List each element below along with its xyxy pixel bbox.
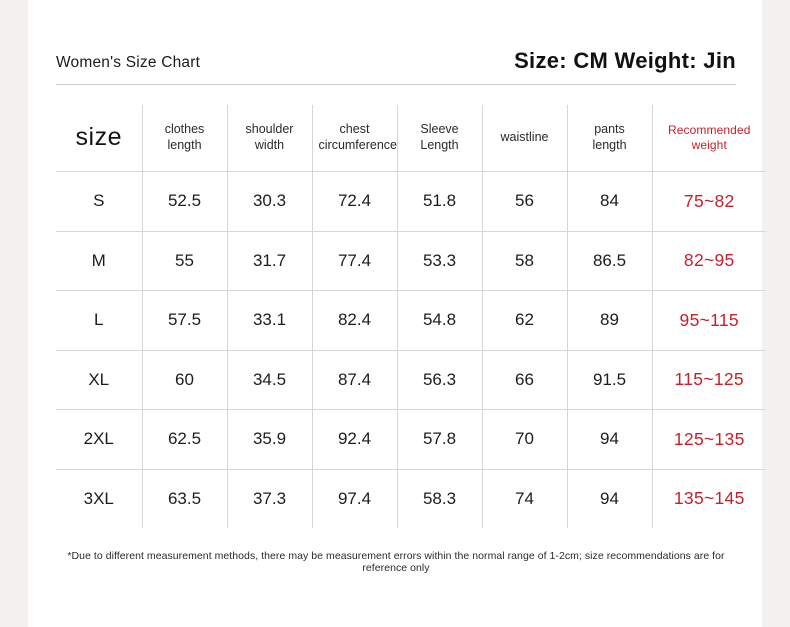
table-body — [56, 172, 766, 529]
cell-pants-length: 84 — [567, 172, 652, 232]
cell-size: 3XL — [83, 488, 114, 508]
cell-clothes-length: 60 — [142, 350, 227, 410]
cell-sleeve-length: 57.8 — [397, 410, 482, 470]
column-header-line-1: pants — [594, 122, 625, 137]
cell-shoulder-width: 31.7 — [227, 231, 312, 291]
chart-header — [56, 48, 736, 85]
column-header-clothes-length — [142, 105, 227, 172]
cell-shoulder-width: 37.3 — [227, 469, 312, 528]
cell-waistline: 56 — [482, 172, 567, 232]
cell-pants-length: 94 — [567, 410, 652, 470]
cell-chest-circumference: 82.4 — [312, 291, 397, 351]
cell-size: 2XL — [56, 410, 142, 470]
cell-chest-circumference: 92.4 — [312, 410, 397, 470]
cell-recommended-weight: 135~145 — [652, 469, 766, 528]
cell-pants-length: 89 — [567, 291, 652, 351]
cell-recommended-weight: 95~115 — [652, 291, 766, 351]
cell-size: XL — [56, 350, 142, 410]
cell-chest-circumference: 77.4 — [312, 231, 397, 291]
cell-waistline: 58 — [482, 231, 567, 291]
cell-recommended-weight: 82~95 — [652, 231, 766, 291]
cell-shoulder-width: 34.5 — [227, 350, 312, 410]
column-header-pants-length — [567, 105, 652, 172]
column-header-line-2: Length — [420, 138, 459, 152]
cell-clothes-length: 55 — [142, 231, 227, 291]
table-row — [56, 410, 766, 470]
column-header-recommended-weight: Recommended weight — [652, 105, 766, 172]
size-chart-sheet — [28, 0, 762, 627]
units-note: Size: CM Weight: Jin — [514, 48, 736, 73]
cell-waistline: 66 — [482, 350, 567, 410]
size-chart-content — [56, 48, 751, 574]
cell-shoulder-width: 35.9 — [227, 410, 312, 470]
cell-clothes-length: 62.5 — [142, 410, 227, 470]
cell-clothes-length: 52.5 — [142, 172, 227, 232]
column-header-size: size — [56, 105, 142, 172]
cell-chest-circumference: 72.4 — [312, 172, 397, 232]
cell-pants-length: 91.5 — [567, 350, 652, 410]
cell-recommended-weight: 125~135 — [652, 410, 766, 470]
cell-waistline: 74 — [482, 469, 567, 528]
cell-size: L — [56, 291, 142, 351]
cell-waistline: 70 — [482, 410, 567, 470]
column-header-line-2: circumference — [318, 138, 397, 152]
column-header-chest-circumference — [312, 105, 397, 172]
cell-clothes-length: 57.5 — [142, 291, 227, 351]
cell-clothes-length: 63.5 — [142, 469, 227, 528]
table-row — [56, 350, 766, 410]
cell-sleeve-length: 51.8 — [397, 172, 482, 232]
measurement-disclaimer: *Due to different measurement methods, there may be measurement errors within the normal range of 1-2cm; size recommendations are for reference only — [67, 550, 725, 574]
column-header-sleeve-length — [397, 105, 482, 172]
column-header-line-1: Sleeve — [420, 122, 459, 137]
cell-sleeve-length: 58.3 — [397, 469, 482, 528]
table-row — [56, 469, 766, 528]
table-row — [56, 231, 766, 291]
cell-pants-length: 86.5 — [567, 231, 652, 291]
column-header-line-2: length — [167, 138, 202, 152]
cell-shoulder-width: 30.3 — [227, 172, 312, 232]
cell-recommended-weight: 115~125 — [652, 350, 766, 410]
cell-chest-circumference: 97.4 — [312, 469, 397, 528]
table-row — [56, 291, 766, 351]
column-header-waistline: waistline — [482, 105, 567, 172]
cell-waistline: 62 — [482, 291, 567, 351]
page-title: Women's Size Chart — [56, 54, 201, 71]
column-header-line-1: shoulder — [245, 122, 294, 137]
column-header-line-2: width — [254, 138, 285, 152]
cell-size: S — [56, 172, 142, 232]
size-chart-table — [56, 105, 766, 528]
cell-sleeve-length: 54.8 — [397, 291, 482, 351]
cell-size: M — [56, 231, 142, 291]
cell-shoulder-width: 33.1 — [227, 291, 312, 351]
cell-chest-circumference: 87.4 — [312, 350, 397, 410]
cell-sleeve-length: 56.3 — [397, 350, 482, 410]
column-header-line-2: length — [592, 138, 627, 152]
column-header-line-1: chest — [339, 122, 370, 137]
column-header-line-1: clothes — [164, 122, 205, 137]
column-header-shoulder-width — [227, 105, 312, 172]
cell-sleeve-length: 53.3 — [397, 231, 482, 291]
table-row — [56, 172, 766, 232]
table-header-row — [56, 105, 766, 172]
cell-recommended-weight: 75~82 — [652, 172, 766, 232]
cell-pants-length: 94 — [567, 469, 652, 528]
